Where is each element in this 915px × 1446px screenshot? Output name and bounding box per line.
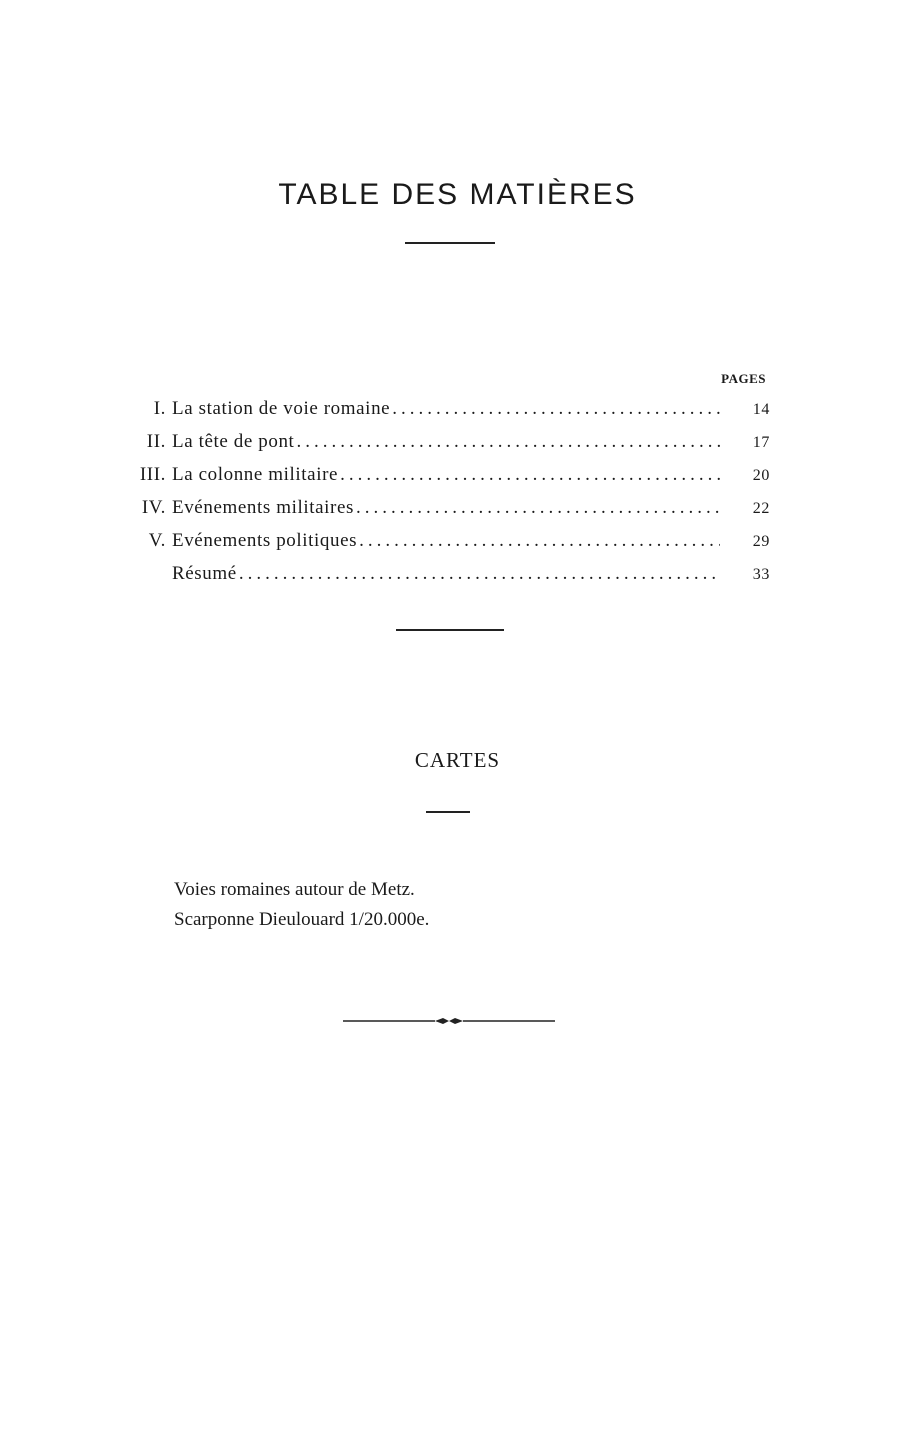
toc-entry-title: La station de voie romaine [172,398,391,419]
toc-leader-dots [356,497,720,519]
map-item: Voies romaines autour de Metz. [174,879,415,900]
toc-entry-number: III. [139,464,166,485]
toc-leader-dots [359,530,720,552]
map-item: Scarponne Dieulouard 1/20.000e. [174,909,430,930]
toc-leader-dots [340,464,720,486]
toc-entry-number: I. [153,398,166,419]
toc-entry-page: 33 [752,566,770,583]
toc-entry [120,431,770,464]
cartes-divider [426,811,470,813]
table-of-contents [120,398,770,596]
toc-entry-title: La tête de pont [172,431,295,452]
toc-entry-number: V. [148,530,166,551]
toc-entry-page: 22 [752,500,770,517]
page-title: TABLE DES MATIÈRES [278,178,637,212]
toc-entry-number: IV. [141,497,166,518]
toc-entry [120,497,770,530]
toc-entry-title: La colonne militaire [172,464,339,485]
title-divider [405,242,495,244]
toc-entry [120,530,770,563]
cartes-heading: CARTES [414,748,501,772]
toc-entry-title: Evénements militaires [172,497,354,518]
toc-entry-title: Résumé [172,563,237,584]
cartes-list [174,875,429,935]
toc-leader-dots [392,398,720,420]
toc-entry [120,464,770,497]
toc-entry-page: 29 [752,533,770,550]
section-divider [396,629,504,631]
toc-entry-page: 14 [752,401,770,418]
toc-leader-dots [296,431,720,453]
toc-entry-page: 17 [752,434,770,451]
toc-entry-title: Evénements politiques [172,530,358,551]
ornamental-divider [343,1014,555,1028]
toc-leader-dots [239,563,720,585]
toc-entry [120,563,770,596]
toc-entry [120,398,770,431]
toc-entry-number: II. [146,431,166,452]
pages-column-header: PAGES [721,371,766,386]
toc-entry-page: 20 [752,467,770,484]
